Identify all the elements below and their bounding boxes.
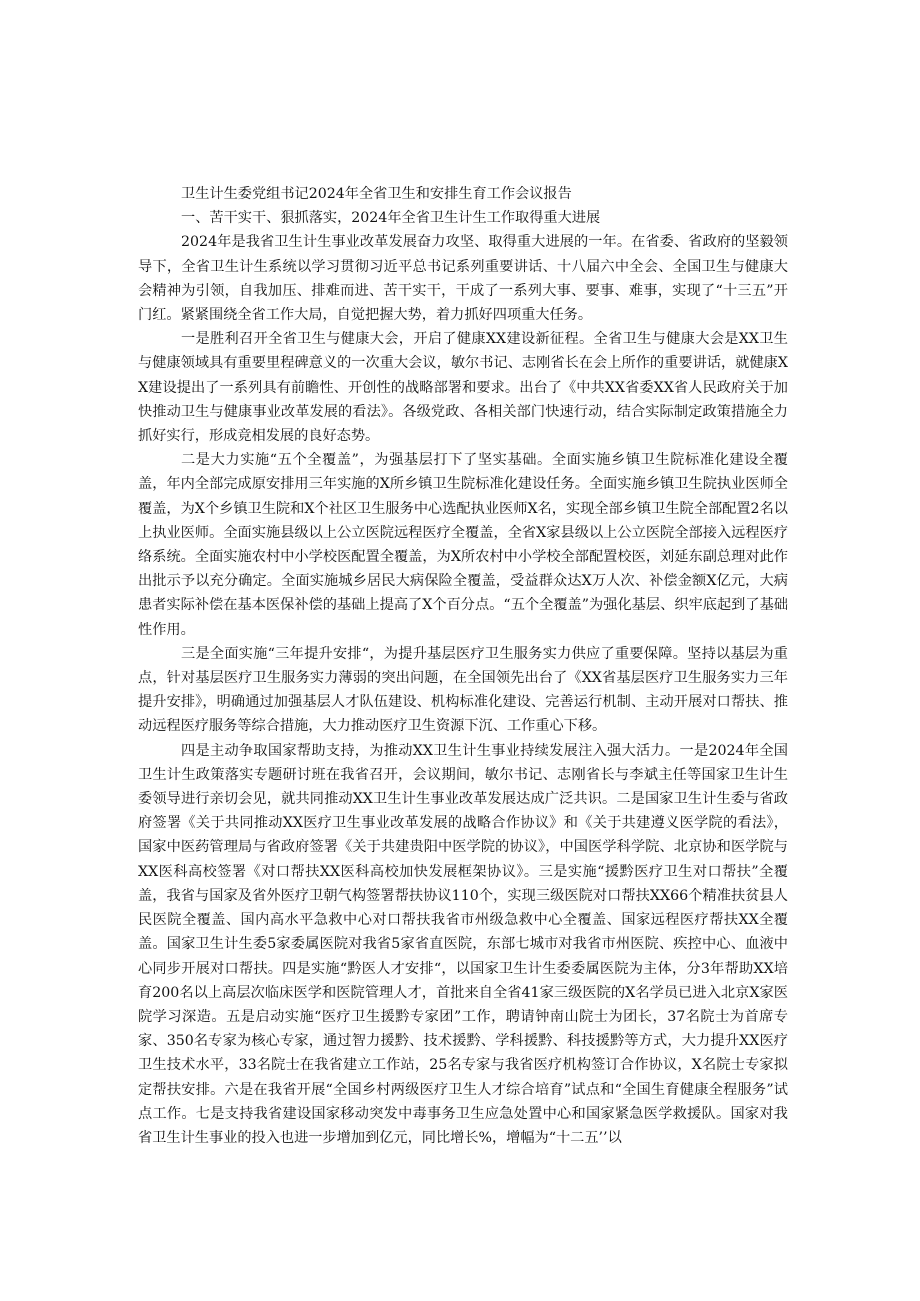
document-page <box>138 182 788 1150</box>
paragraph-three-year-plan: 三是全面实施“三年提升安排“，为提升基层医疗卫生服务实力供应了重要保障。坚持以基层为重点，针对基层医疗卫生服务实力薄弱的突出问题，在全国领先出台了《XX省基层医疗卫生服务实力三年提升安排》，明确通过加强基层人才队伍建设、机构标准化建设、完善运行机制、主动开展对口帮扶、推动远程医疗服务等综合措施，大力推动医疗卫生资源下沉、工作重心下移。 <box>138 645 788 735</box>
paragraph-intro: 2024年是我省卫生计生事业改革发展奋力攻坚、取得重大进展的一年。在省委、省政府的坚毅领导下，全省卫生计生系统以学习贯彻习近平总书记系列重要讲话、十八届六中全会、全国卫生与健康大会精神为引领，自我加压、排难而进、苦干实干，干成了一系列大事、要事、难事，实现了“十三五”开门红。紧紧围绕全省工作大局，自觉把握大势，着力抓好四项重大任务。 <box>138 234 788 324</box>
document-title: 卫生计生委党组书记2024年全省卫生和安排生育工作会议报告 <box>181 186 572 202</box>
paragraph-national-support: 四是主动争取国家帮助支持，为推动XX卫生计生事业持续发展注入强大活力。一是2024年全国卫生计生政策落实专题研讨班在我省召开，会议期间，敏尔书记、志刚省长与李斌主任等国家卫生计生委领导进行亲切会见，就共同推动XX卫生计生事业改革发展达成广泛共识。二是国家卫生计生委与省政府签署《关于共同推动XX医疗卫生事业改革发展的战略合作协议》和《关于共建遵义医学院的看法》，国家中医药管理局与省政府签署《关于共建贵阳中医学院的协议》，中国医学科学院、北京协和医学院与XX医科高校签署《对口帮扶XX医科高校加快发展框架协议》。三是实施“援黔医疗卫生对口帮扶”全覆盖，我省与国家及省外医疗卫朝气构签署帮扶协议110个，实现三级医院对口帮扶XX66个精准扶贫县人民医院全覆盖、国内高水平急救中心对口帮扶我省市州级急救中心全覆盖、国家远程医疗帮扶XX全覆盖。国家卫生计生委5家委属医院对我省5家省直医院，东部七城市对我省市州医院、疾控中心、血液中心同步开展对口帮扶。四是实施“黔医人才安排“，以国家卫生计生委委属医院为主体，分3年帮助XX培育200名以上高层次临床医学和医院管理人才，首批来自全省41家三级医院的X名学员已进入北京X家医院学习深造。五是启动实施“医疗卫生援黔专家团”工作，聘请钟南山院士为团长，37名院士为首席专家、350名专家为核心专家，通过智力援黔、技术援黔、学科援黔、科技援黔等方式，大力提升XX医疗卫生技术水平，33名院士在我省建立工作站，25名专家与我省医疗机构签订合作协议，X名院士专家拟定帮扶安排。六是在我省开展“全国乡村两级医疗卫生人才综合培育”试点和“全国生育健康全程服务”试点工作。七是支持我省建设国家移动突发中毒事务卫生应急处置中心和国家紧急医学救援队。国家对我省卫生计生事业的投入也进一步增加到亿元，同比增长%，增幅为“十二五’’以 <box>138 742 788 1146</box>
paragraph-health-conference: 一是胜利召开全省卫生与健康大会，开启了健康XX建设新征程。全省卫生与健康大会是XX卫生与健康领域具有重要里程碑意义的一次重大会议，敏尔书记、志刚省长在会上所作的重要讲话，就健康XX建设提出了一系列具有前瞻性、开创性的战略部署和要求。出台了《中共XX省委XX省人民政府关于加快推动卫生与健康事业改革发展的看法》。各级党政、各相关部门快速行动，结合实际制定政策措施全力抓好实行，形成竞相发展的良好态势。 <box>138 331 788 445</box>
section-heading: 一、苦干实干、狠抓落实，2024年全省卫生计生工作取得重大进展 <box>181 210 601 227</box>
paragraph-five-coverages: 二是大力实施“五个全覆盖”，为强基层打下了坚实基础。全面实施乡镇卫生院标准化建设全覆盖，年内全部完成原安排用三年实施的X所乡镇卫生院标准化建设任务。全面实施乡镇卫生院执业医师全覆盖，为X个乡镇卫生院和X个社区卫生服务中心选配执业医师X名，实现全部乡镇卫生院全部配置2名以上执业医师。全面实施县级以上公立医院远程医疗全覆盖，全省X家县级以上公立医院全部接入远程医疗络系统。全面实施农村中小学校医配置全覆盖，为X所农村中小学校全部配置校医，刘延东副总理对此作出批示予以充分确定。全面实施城乡居民大病保险全覆盖，受益群众达X万人次、补偿金额X亿元，大病患者实际补偿在基本医保补偿的基础上提高了X个百分点。“五个全覆盖”为强化基层、织牢底起到了基础性作用。 <box>138 452 788 638</box>
